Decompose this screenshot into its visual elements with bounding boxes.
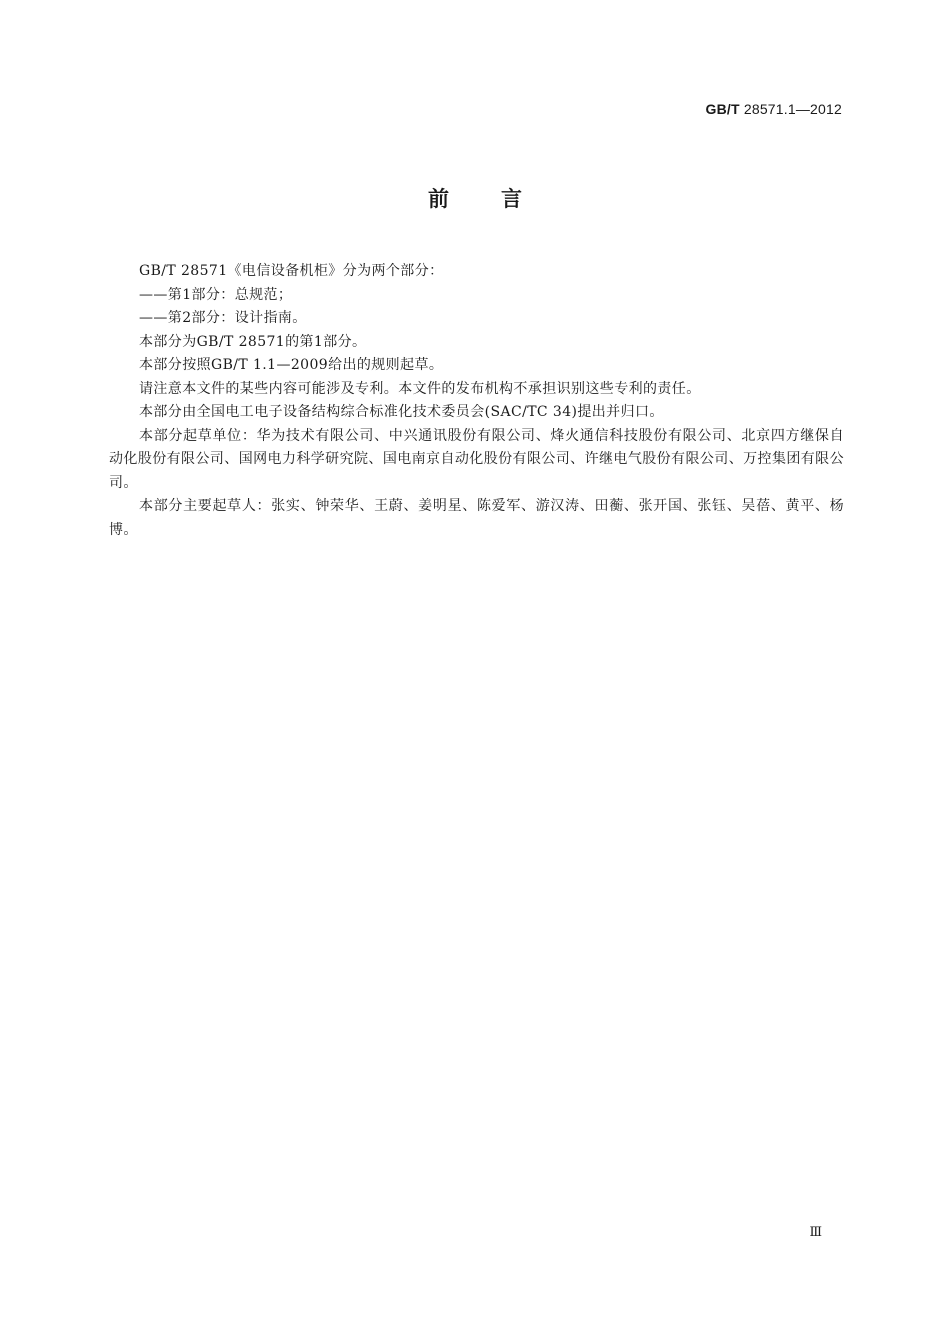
paragraph-drafting-rules: 本部分按照GB/T 1.1—2009给出的规则起草。 (139, 357, 444, 373)
standard-code (706, 101, 843, 117)
foreword-body (109, 260, 844, 542)
standard-code-prefix: GB/T (705, 101, 740, 117)
paragraph-proposer: 本部分由全国电工电子设备结构综合标准化技术委员会(SAC/TC 34)提出并归口。 (139, 404, 664, 420)
paragraph-part-1: ——第1部分：总规范； (139, 286, 293, 303)
paragraph-parts-intro: GB/T 28571《电信设备机柜》分为两个部分： (139, 263, 444, 279)
paragraph-drafting-units: 本部分起草单位：华为技术有限公司、中兴通讯股份有限公司、烽火通信科技股份有限公司、北京四方继保自动化股份有限公司、国网电力科学研究院、国电南京自动化股份有限公司、许继电气股份有限公司、万控集团有限公司。 (109, 427, 844, 491)
page-title: 前言 (428, 187, 574, 211)
standard-code-number: 28571.1—2012 (743, 101, 842, 117)
paragraph-drafters: 本部分主要起草人：张实、钟荣华、王蔚、姜明星、陈爱军、游汉涛、田蘅、张开国、张钰、吴蓓、黄平、杨博。 (109, 498, 844, 538)
paragraph-patent-notice: 请注意本文件的某些内容可能涉及专利。本文件的发布机构不承担识别这些专利的责任。 (139, 380, 701, 397)
page-number: Ⅲ (809, 1225, 822, 1240)
paragraph-this-part: 本部分为GB/T 28571的第1部分。 (139, 333, 367, 350)
paragraph-part-2: ——第2部分：设计指南。 (139, 310, 307, 326)
